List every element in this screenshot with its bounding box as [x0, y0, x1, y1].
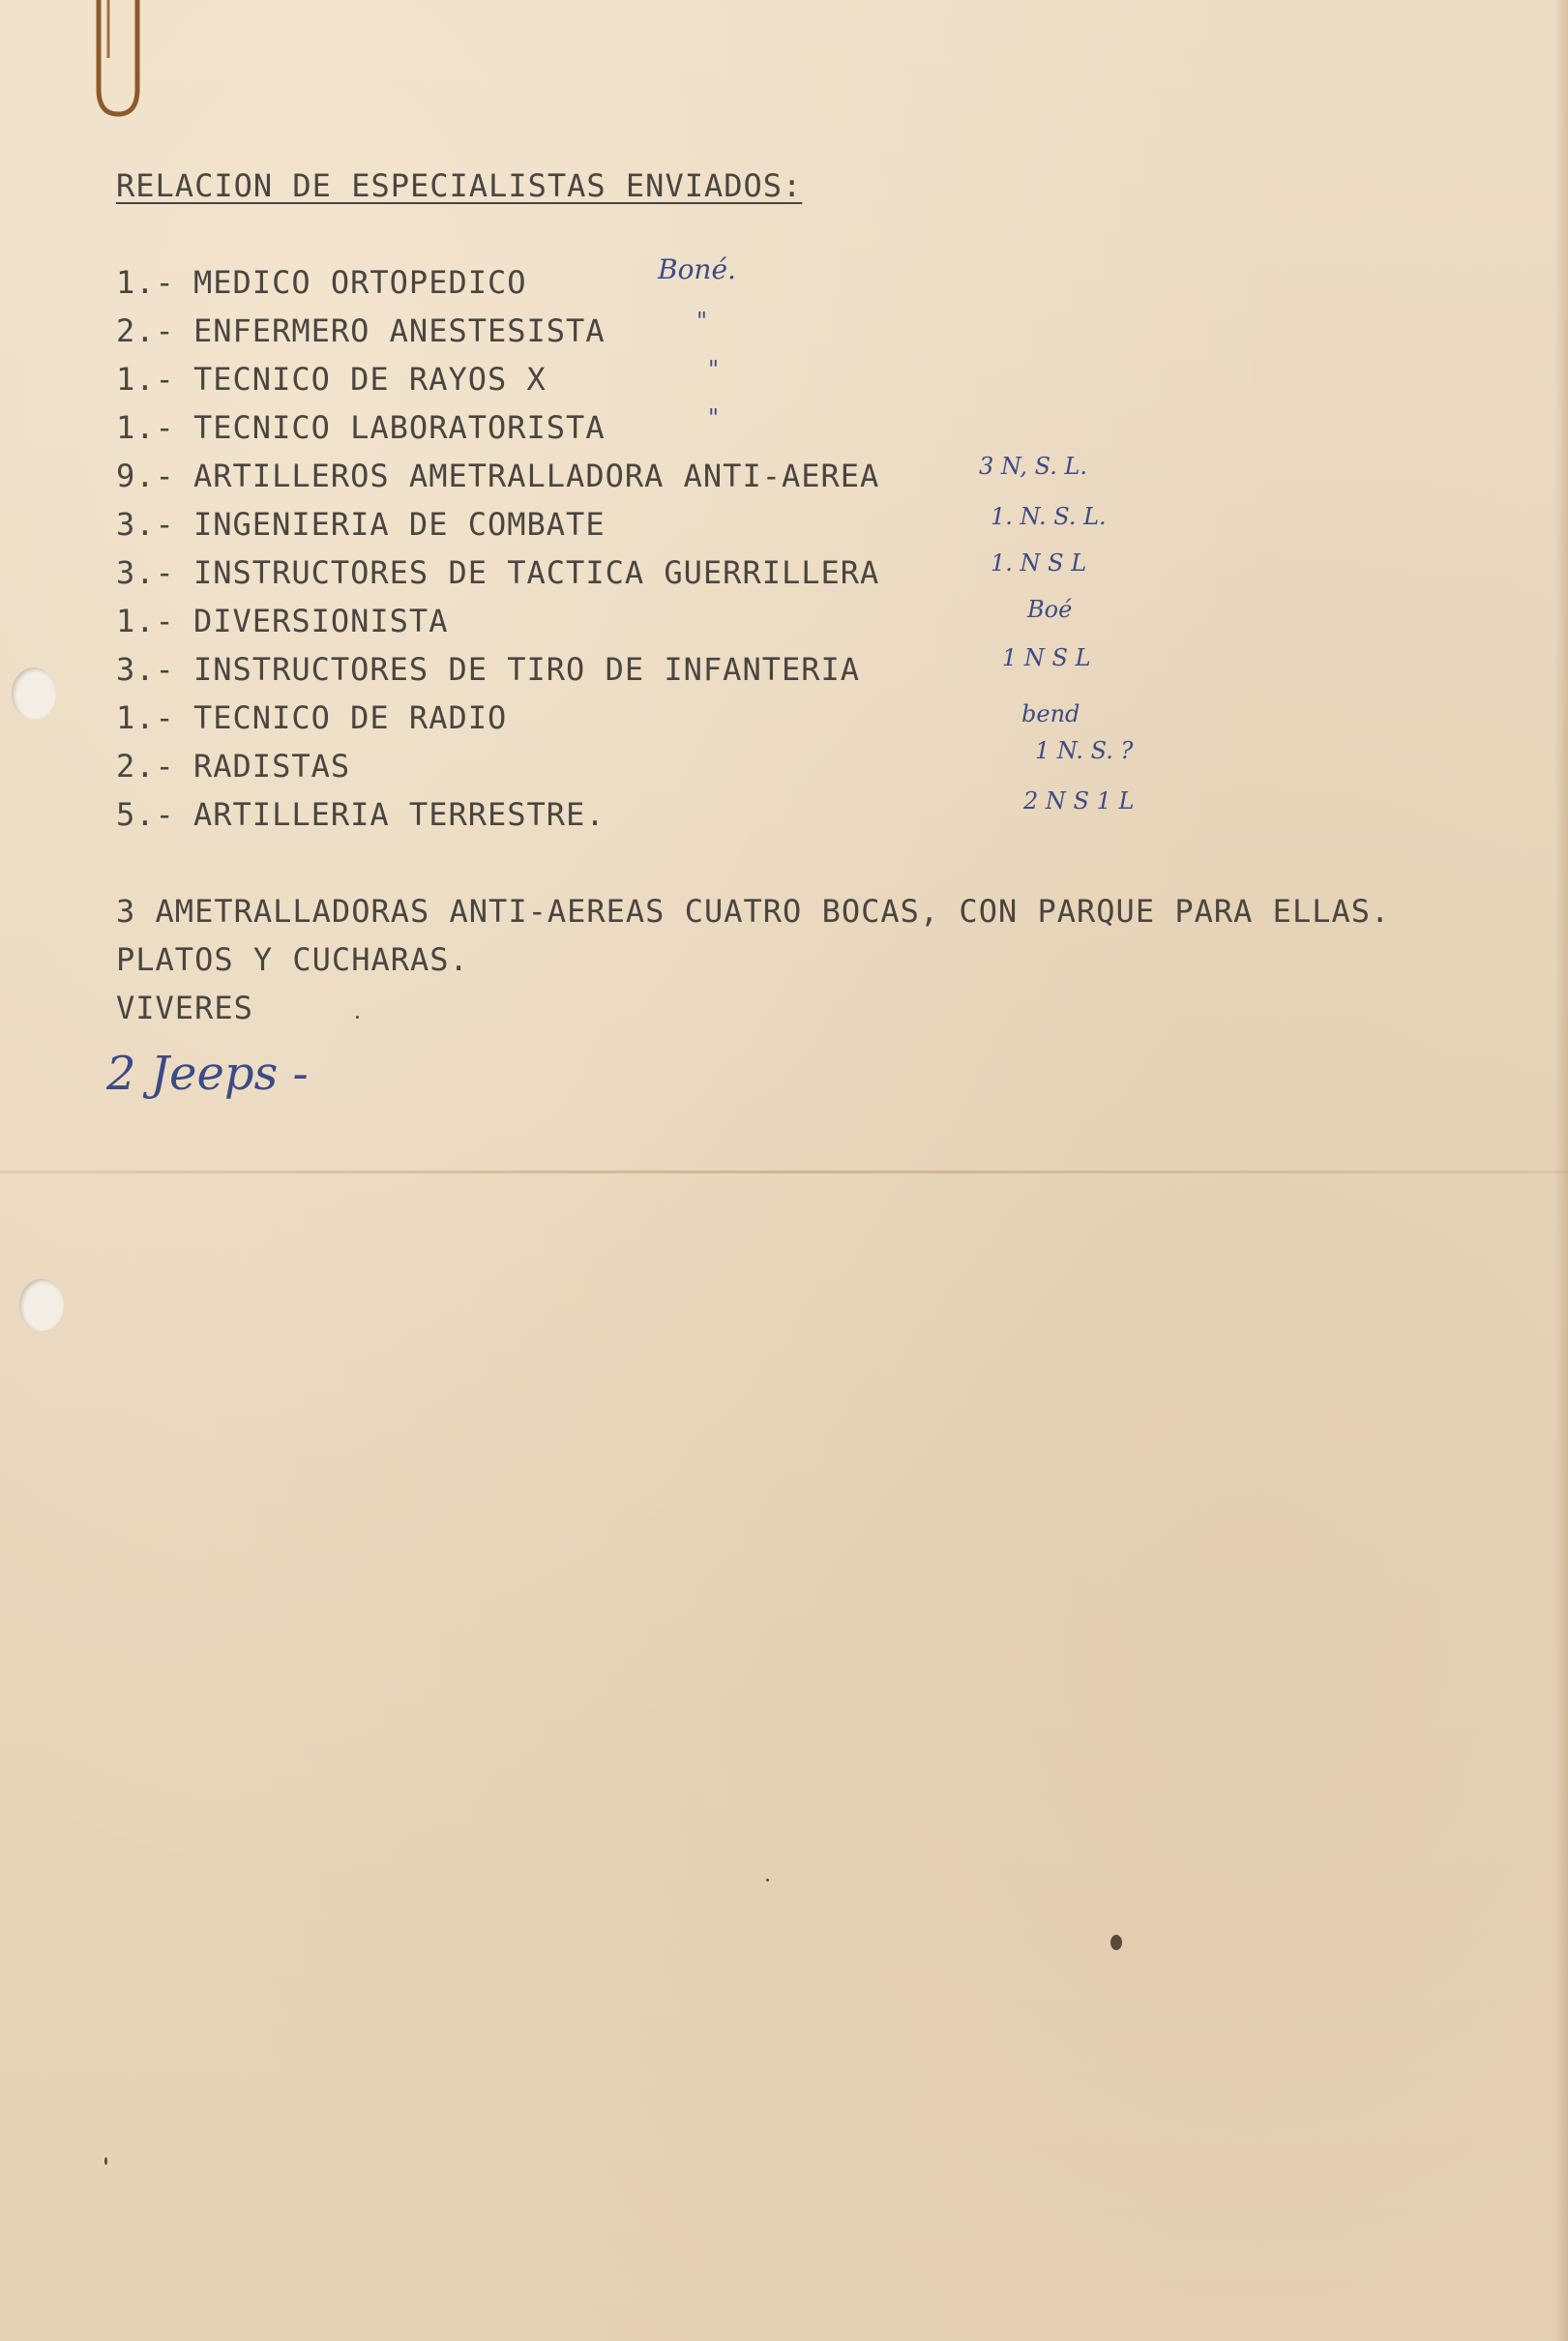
item-text: TECNICO DE RAYOS X — [193, 361, 547, 398]
item-number: 2.- — [116, 312, 175, 349]
item-number: 1.- — [116, 603, 175, 639]
handwritten-note: 2 N S 1 L — [1023, 787, 1135, 815]
item-number: 1.- — [116, 361, 175, 398]
punch-hole — [12, 667, 56, 720]
handwritten-note: 1. N. S. L. — [991, 503, 1107, 530]
handwritten-note: 1. N S L — [991, 549, 1087, 577]
item-text: INGENIERIA DE COMBATE — [193, 506, 606, 543]
handwritten-note: Boné. — [658, 253, 736, 285]
list-item — [116, 311, 606, 350]
item-number: 1.- — [116, 409, 175, 446]
item-text: INSTRUCTORES DE TACTICA GUERRILLERA — [193, 554, 880, 591]
item-number: 3.- — [116, 651, 175, 688]
item-number: 5.- — [116, 796, 175, 833]
item-number: 2.- — [116, 748, 175, 785]
item-text: DIVERSIONISTA — [193, 603, 449, 639]
ink-speck — [104, 2157, 107, 2165]
item-text: INSTRUCTORES DE TIRO DE INFANTERIA — [193, 651, 861, 688]
list-item — [116, 408, 606, 447]
item-number: 3.- — [116, 506, 175, 543]
list-item — [116, 553, 879, 592]
list-item — [116, 795, 606, 834]
punch-hole — [19, 1279, 64, 1331]
list-item — [116, 602, 448, 640]
item-number: 3.- — [116, 554, 175, 591]
list-item — [116, 263, 527, 302]
list-item — [116, 698, 507, 737]
handwritten-note: 1 N S L — [1002, 644, 1091, 671]
item-number: 1.- — [116, 264, 175, 301]
handwritten-note: bend — [1021, 700, 1080, 727]
handwritten-note: Boé — [1027, 596, 1073, 623]
list-item — [116, 747, 350, 785]
ink-speck — [356, 1016, 359, 1019]
ink-speck — [1110, 1935, 1122, 1950]
item-number: 1.- — [116, 699, 175, 736]
ink-speck — [766, 1879, 769, 1882]
item-text: RADISTAS — [193, 748, 351, 785]
supplies-line: 3 AMETRALLADORAS ANTI-AEREAS CUATRO BOCAS, CON PARQUE PARA ELLAS. — [116, 893, 1391, 930]
item-text: MEDICO ORTOPEDICO — [193, 264, 527, 301]
list-item — [116, 650, 860, 689]
handwritten-note: 1 N. S. ? — [1035, 737, 1134, 764]
item-text: TECNICO DE RADIO — [193, 699, 508, 736]
supplies-line: PLATOS Y CUCHARAS. — [116, 941, 469, 978]
handwritten-note: 3 N, S. L. — [979, 453, 1088, 480]
document-heading: RELACION DE ESPECIALISTAS ENVIADOS: — [116, 167, 803, 204]
handwritten-annotation: 2 Jeeps - — [106, 1047, 309, 1101]
paper-fold-line — [0, 1170, 1568, 1173]
item-text: TECNICO LABORATORISTA — [193, 409, 606, 446]
handwritten-note: " — [708, 356, 720, 383]
item-text: ARTILLERIA TERRESTRE. — [193, 796, 606, 833]
item-text: ARTILLEROS AMETRALLADORA ANTI-AEREA — [193, 458, 880, 494]
item-number: 9.- — [116, 458, 175, 494]
item-text: ENFERMERO ANESTESISTA — [193, 312, 606, 349]
handwritten-note: " — [708, 404, 720, 431]
paper-edge-shadow — [1554, 0, 1568, 2341]
paperclip-icon — [91, 0, 145, 122]
supplies-line: VIVERES — [116, 990, 253, 1026]
list-item — [116, 360, 547, 399]
list-item — [116, 457, 879, 495]
list-item — [116, 505, 606, 544]
handwritten-note: " — [696, 308, 708, 335]
